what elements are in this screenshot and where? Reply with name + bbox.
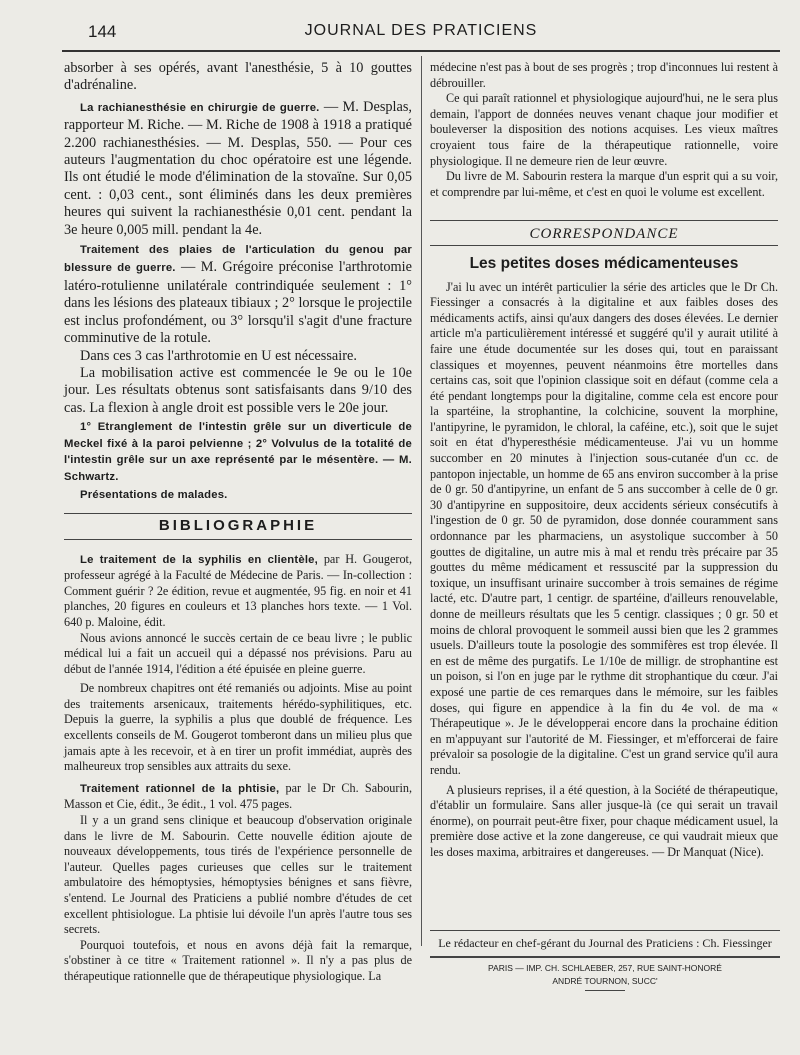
printer-imprint: PARIS — IMP. CH. SCHLAEBER, 257, RUE SAINT-HONORÉ [488, 963, 722, 973]
heading-rule [430, 245, 778, 246]
left-column [64, 60, 412, 985]
phtisie-entry [64, 781, 412, 813]
paragraph: Nous avions annoncé le succès certain de ce beau livre ; le public médical lui a fait un accueil qui a dépassé nos prévisions. Paru au début de l'année 1914, l'édition a été épuisée en pleine guerre. [64, 630, 412, 676]
journal-title: JOURNAL DES PRATICIENS [304, 22, 538, 39]
paragraph: De nombreux chapitres ont été remaniés ou adjoints. Mise au point des traitements arsenicaux, traitements hérédo-syphilitiques, etc. Depuis la guerre, la syphilis a plus que doublé de fréquence. Les excellents conseils de M. Gougerot tomberont dans un milieu plus que jamais apte à les recevoir, et à en tirer un profit immédiat, auprès des malheureux trop sensibles aux attraits du sexe. [64, 681, 412, 774]
paragraph: Il y a un grand sens clinique et beaucoup d'observation originale dans le livre de M. Sabourin. Cette nouvelle édition ajoute de nouveaux développements, tous tirés de l'expérience personnelle de l'auteur. Quelles pages curieuses que celles sur le traitement ambulatoire des hémoptysies, hémoptysies bénignes et sans fièvre, s'entend. Le Journal des Praticiens a publié nombre d'études de cet excellent phtisiologue. La phtisie lui dévoile l'un après l'autre tous ses secrets. [64, 813, 412, 937]
entry-body: par H. Gougerot, professeur agrégé à la Faculté de Médecine de Paris. — In-collection : Comment guérir ? 2e édition, revue et augmentée, 95 fig. en noir et 41 planches, 20 figures en couleurs et 13 planches hors texte. — 1 Vol. 640 p. Maloine, édit. [64, 551, 412, 629]
entry-body: — M. Grégoire préconise l'arthrotomie latéro-rotulienne unilatérale contrindiquée seulement : 1° dans les lésions des plateaux tibiaux ; 2° lorsque le projectile est inclus profondément, ou 3° lorsqu'il s'agit d'une fracture comminutive de la rotule. [64, 259, 412, 347]
entry-heading: Le traitement de la syphilis en clientèle, [80, 553, 318, 566]
entry-heading: Traitement rationnel de la phtisie, [80, 782, 280, 795]
article-end-rule [430, 930, 780, 931]
paragraph: La mobilisation active est commencée le 9e ou le 10e jour. Les résultats obtenus sont satisfaisants dans 9/10 des cas. La flexion à angle droit est possible vers le 20e jour. [64, 364, 412, 416]
right-column [430, 60, 778, 861]
footer-rule [430, 956, 780, 958]
rachianesthesie-entry [64, 99, 412, 239]
paragraph: absorber à ses opérés, avant l'anesthésie, 5 à 10 gouttes d'adrénaline. [64, 60, 412, 94]
column-divider [421, 56, 422, 946]
paragraph: Pourquoi toutefois, et nous en avons déjà fait la remarque, s'obstiner à ce titre « Traitement rationnel ». Il n'y a pas plus de thérapeutique rationnelle que de thérapeutique physiologique. La [64, 937, 412, 983]
entry-heading: Traitement des plaies de l'articulation du genou par blessure de guerre. [64, 244, 412, 275]
syphilis-entry [64, 552, 412, 631]
correspondance-section [430, 220, 778, 860]
presentations-entry: Présentations de malades. [80, 489, 228, 502]
bibliographie-heading: BIBLIOGRAPHIE [64, 513, 412, 539]
paragraph: Dans ces 3 cas l'arthrotomie en U est nécessaire. [80, 347, 357, 364]
paragraph: médecine n'est pas à bout de ses progrès ; trop d'inconnues lui restent à débrouiller. [430, 60, 778, 90]
page-header [62, 22, 780, 44]
article-title: Les petites doses médicamenteuses [469, 254, 739, 272]
editor-line: Le rédacteur en chef-gérant du Journal des Praticiens : Ch. Fiessinger [438, 936, 772, 950]
entry-body: par le Dr Ch. Sabourin, Masson et Cie, édit., 3e édit., 1 vol. 475 pages. [64, 780, 412, 812]
paragraph: J'ai lu avec un intérêt particulier la série des articles que le Dr Ch. Fiessinger a consacrés à la digitaline et aux faibles doses des médicaments actifs, ainsi qu'aux dangers des doses élevées. Le dernier article m'a particulièrement intéressé et suggéré qu'il y aurait utilité à faire une étude documentée sur les doses qui, tout en paraissant classiques et moyennes, peuvent néanmoins être mortelles dans certains cas, soit que l'opinion classique soit en défaut (comme cela a été pendant longtemps pour la digitaline, comme cela est encore pour la spartéine, la strophantine, la colchicine, souvent la morphine, l'antipyrine, le pyramidon, le chloral, la caféine, etc.), soit que le sujet soit en état d'hyperesthésie médicamenteuse. J'ai vu un homme succomber en 20 minutes à l'injection sous-cutanée d'un cc. de pantopon injectable, un homme de 65 ans environ succomber à la prise de 0 gr. 50 d'antipyrine, un enfant de 5 ans succomber à celle de 0 gr. 30 d'antipyrine en suppositoire, deux accidents sérieux consécutifs à l'ingestion de 0 gr. 50 de pyramidon, dose donnée couramment sans ordonnance par les pharmaciens, un asystolique succomber à 50 gouttes de digitaline, un autre mis à mal et rendu très précaire par 35 gouttes du même médicament et ressuscité par la suppression du toxique, un insuffisant urinaire succomber à trois semaines de régime lacté, etc. D'autre part, 1 centigr. de spartéine, d'ailleurs renouvelable, donne de meilleurs résultats que les 5 centigr. classiques ; 0 gr. 50 et moins de chloral provoquent le sommeil aussi bien que les 2 grammes usuels. D'ailleurs toute la posologie des sommifères est trop élevée. Il en est de même des purgatifs. Le 1/10e de milligr. de strophantine est un poison, si l'on en juge par le rythme dit strophantique du cœur. J'ai exposé une partie de ces remarques dans le mémoire, sur les faibles doses, qui figure en appendice à la fin du 4e vol. de ma « Thérapeutique ». Je le développerai encore dans la prochaine édition en m'appuyant sur l'autorité de M. Fiessinger, et m'efforcerai de faire prévaloir sa posologie de la digitaline. C'est un grand service qu'il aura rendu. [430, 279, 778, 777]
entry-heading: La rachianesthésie en chirurgie de guerre. [80, 101, 320, 114]
etranglement-entry: 1° Etranglement de l'intestin grêle sur un diverticule de Meckel fixé à la paroi pelvienne ; 2° Volvulus de la totalité de l'intestin grêle sur un axe représenté par le mésentère. — M. Schwartz. [64, 421, 412, 483]
printer-successor: ANDRÉ TOURNON, SUCC' [552, 976, 658, 986]
paragraph: Du livre de M. Sabourin restera la marque d'un esprit qui a su voir, et comprendre par lui-même, et c'est en quoi le volume est excellent. [430, 169, 778, 199]
imprint-rule [585, 990, 625, 991]
entry-body: — M. Desplas, rapporteur M. Riche. — M. Riche de 1908 à 1918 a pratiqué 2.200 rachianesthésies. — M. Desplas, 550. — Pour ces auteurs l'augmentation du choc opératoire est une légende. Ils ont étudié le mode d'élimination de la stovaïne. Sur 0,05 cent. : 0,03 cent., sont éliminés dans les deux premières heures qui suivent la rachianesthésie 0,01 cent. pendant la 3e heure 0,005 mill. pendant la 4e. [64, 98, 412, 238]
paragraph: Ce qui paraît rationnel et physiologique aujourd'hui, ne le sera plus demain, l'apport de données neuves venant chaque jour modifier et bouleverser la disposition des notions acquises. Les vieux maîtres croyaient tous faire de la thérapeutique rationnelle, voire physiologique. Il ne demeure rien de leur œuvre. [430, 91, 778, 168]
page-number: 144 [88, 22, 117, 41]
paragraph: A plusieurs reprises, il a été question, à la Société de thérapeutique, d'établir un formulaire. Sans aller jusque-là (ce qui serait un travail énorme), on pourrait peut-être fixer, pour chaque médicament usuel, la première dose active et la zone dangereuse, ce qui vaudrait mieux que les doses maxima, arbitraires et dangereuses. — Dr Manquat (Nice). [430, 782, 778, 859]
header-rule [62, 50, 780, 52]
correspondance-heading: CORRESPONDANCE [529, 226, 679, 243]
plaies-genou-entry [64, 241, 412, 347]
